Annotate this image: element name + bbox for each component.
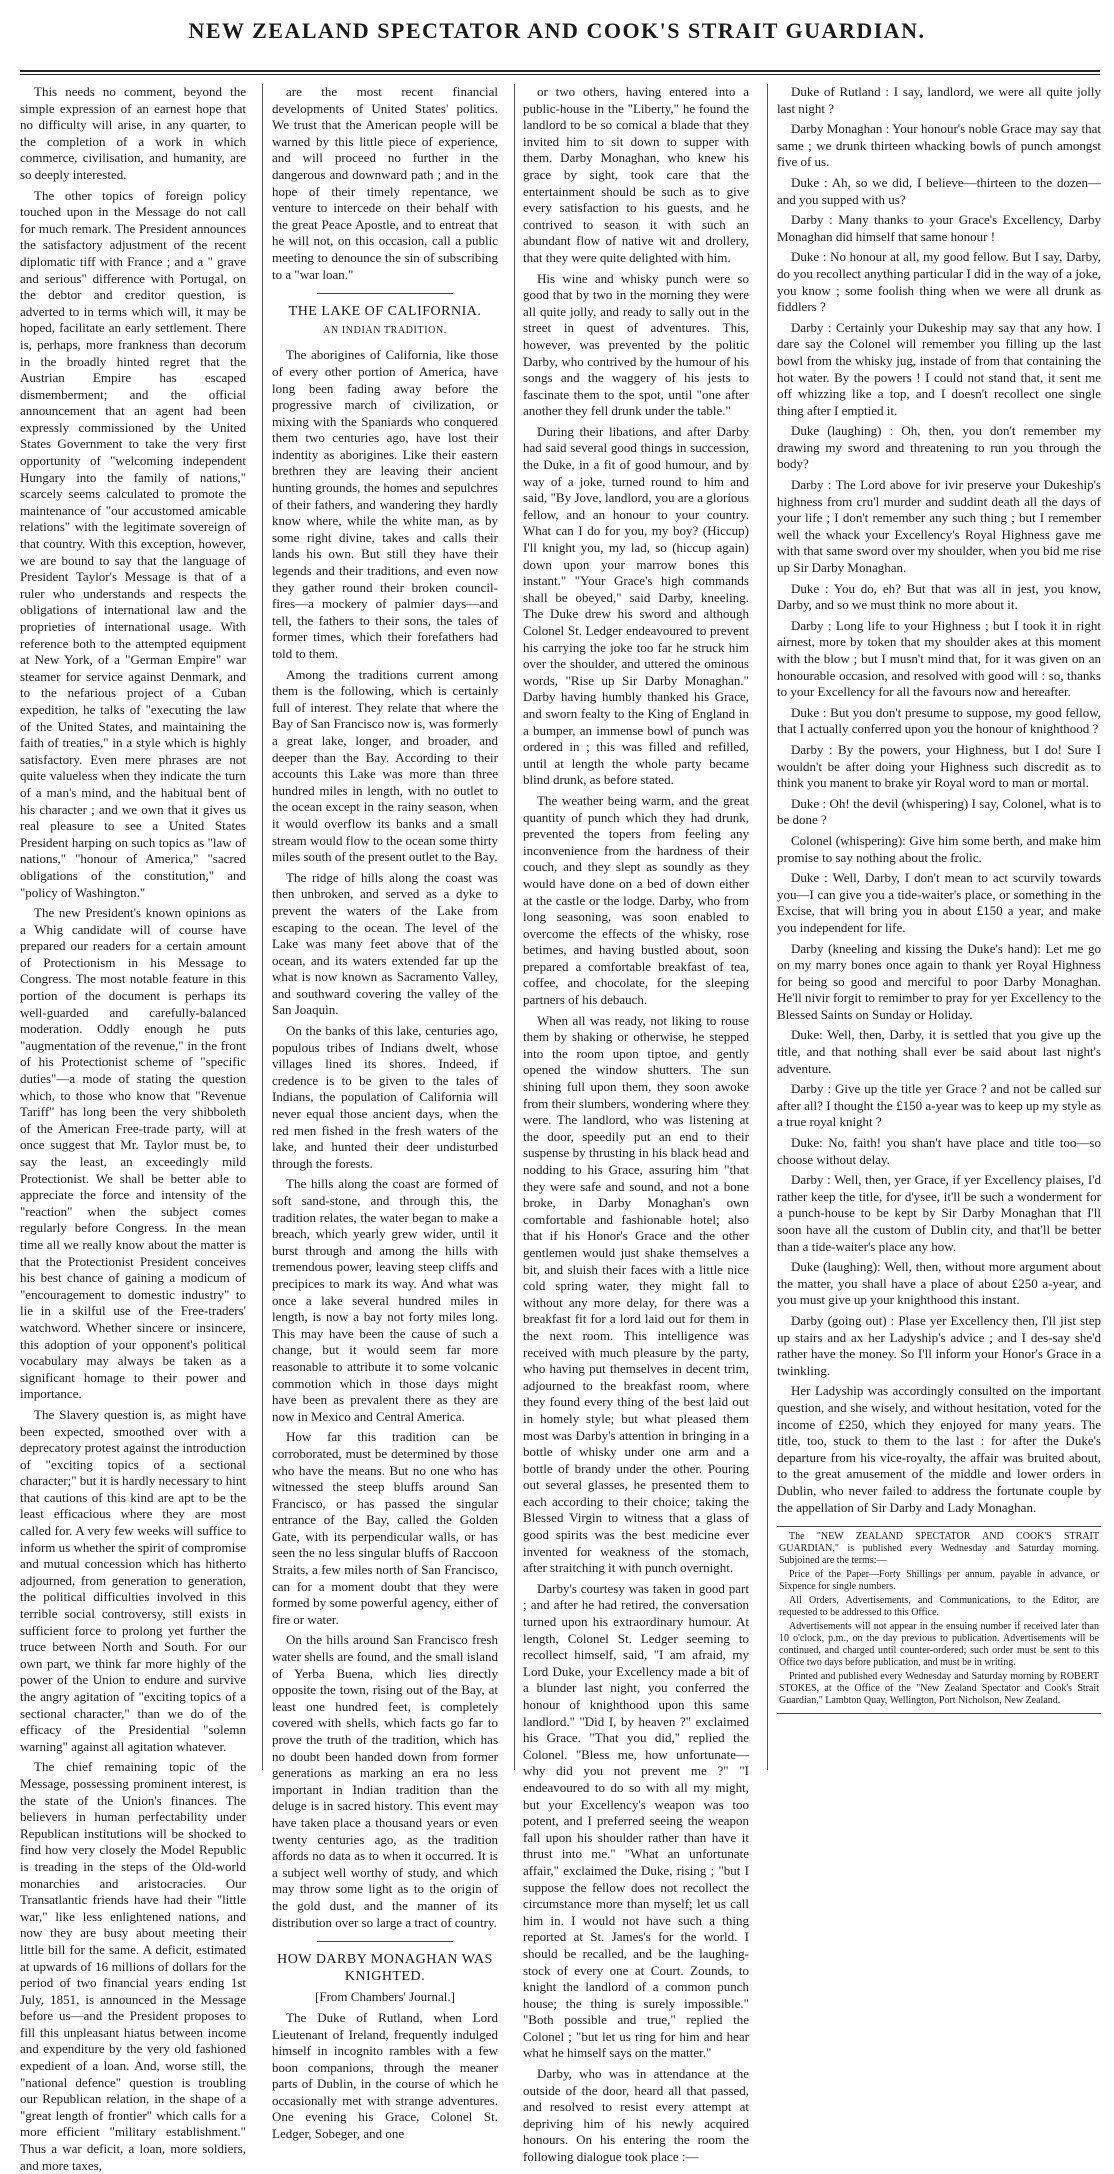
dialogue-paragraph: Darby (kneeling and kissing the Duke's hand): Let me go on my marry bones once again to thank yer Royal Highness for being so good and merciful to poor Darby Monaghan. He'll nivir forgit to remimber to pray for yer Excellency to the Blessed Saints on Sunday or Holiday. xyxy=(777,940,1101,1022)
article-paragraph: When all was ready, not liking to rouse them by shaking or otherwise, he stepped into the room upon tiptoe, and gently opened the window shutters. The sun shining full upon them, they soon awoke from their slumbers, wondering where they were. The landlord, who was listening at the door, speedily put an end to their suspense by thrusting in his black head and nodding to his Grace, assuring him "that they were safe and sound, and not a bone broke, in Darby Monaghan's own comfortable and fashionable hotel; also that if his Honor's Grace and the other gentlemen would just shake themselves a bit, and sluish their faces with a little nice cold spring water, they might fall to without any more delay, for there was a breakfast fit for a lord laid out for them in the next room. This intelligence was received with much pleasure by the party, who having put themselves in decent trim, adjourned to the breakfast room, where they found every thing of the best laid out in homely style; but what pleased them most was Darby's attention in bringing in a bottle of whisky under one arm and a bottle of brandy under the other. Pouring out several glasses, he presented them to each according to their choice; taking the Blessed Virgin to witness that a glass of good spirits was the best medicine ever invented for weakness of the stomach, after straitching it with punch overnight. xyxy=(523,1012,749,1576)
colophon-line: All Orders, Advertisements, and Communications, to the Editor, are requested to be addressed to this Office. xyxy=(779,1595,1099,1619)
dialogue-paragraph: Her Ladyship was accordingly consulted on the important question, and she wisely, and without hesitation, voted for the income of £250, which they enjoyed for many years. The title, too, stuck to them to the last : for after the Duke's departure from his vice-royalty, the affair was bruited about, to the great amusement of the middle and lower orders in Dublin, who never failed to address the fortunate couple by the appellation of Sir Darby and Lady Monaghan. xyxy=(777,1383,1101,1515)
dialogue-paragraph: Darby : The Lord above for ivir preserve your Dukeship's highness from cru'l murder and suddint death all the days of your life ; I don't remember any such thing ; but I remember well the whack your Excellency's Royal Highness gave me with that same sword over my shoulder, when you bid me rise up Sir Darby Monaghan. xyxy=(777,477,1101,576)
column-rule xyxy=(767,84,768,1770)
dialogue-paragraph: Duke of Rutland : I say, landlord, we were all quite jolly last night ? xyxy=(777,84,1101,116)
dialogue-paragraph: Duke (laughing) : Oh, then, you don't remember my drawing my sword and threatening to run you through the body? xyxy=(777,423,1101,472)
article-paragraph: The Slavery question is, as might have been expected, smoothed over with a deprecatory protest against the introduction of "exciting topics of a sectional character;" but it is hardly necessary to hint that cautions of this kind are apt to be the least efficacious where they are most called for. A very few weeks will suffice to inform us whether the spirit of compromise and mutual concession which has hitherto adjourned, from generation to generation, the political difficulties involved in this terrible social controversy, still exists in sufficient force to prolong yet further the truce between North and South. For our own part, we think far more highly of the power of the Union to endure and survive the angry agitation of "exciting topics of a sectional character," than we do of the efficacy of the Presidential "solemn warning" against all agitation whatever. xyxy=(20,1406,247,1754)
article-paragraph: The aborigines of California, like those of every other portion of America, have long been fading away before the progressive march of civilization, or mixing with the Spaniards who conquered them two centuries ago, have lost their indentity as aborigines. Like their eastern brethren they are leaving their ancient hunting grounds, the homes and sepulchres of their fathers, and wandering they hardly know where, while the white man, as by some right divine, takes and calls their lands his own. But still they have their legends and their traditions, and even now they gather round their broken council-fires—a mockery of palmier days—and tell, the fathers to their sons, the tales of former times, which their forefathers had told to them. xyxy=(272,347,498,661)
article-paragraph: Darby, who was in attendance at the outside of the door, heard all that passed, and resolved to resist every attempt at depriving him of his newly acquired honours. On his entering the room the following dialogue took place :— xyxy=(523,2066,749,2165)
article-paragraph: On the banks of this lake, centuries ago, populous tribes of Indians dwelt, whose villages lined its shores. Indeed, if credence is to be given to the tales of Indians, the population of California will never equal those ancient days, when the red men fished in the fresh waters of the lake, and hunted their deer undisturbed through the forests. xyxy=(272,1023,498,1171)
article-paragraph: The weather being warm, and the great quantity of punch which they had drunk, prevented the topers from feeling any inconvenience from the hardness of their couch, and they slept as soundly as they would have done on a bed of down either at the castle or the lodge. Darby, who from long seasoning, was soon enabled to overcome the effects of the whisky, rose betimes, and having bustled about, soon prepared a comfortable breakfast of tea, coffee, and chocolate, for the sleeping partners of his debauch. xyxy=(523,792,749,1008)
colophon xyxy=(777,1526,1101,1714)
dialogue-paragraph: Darby (going out) : Plase yer Excellency then, I'll jist step up stairs and ax her Ladyship's advice ; and I des-say she'd rather have the money. So I'll inform your Honor's Grace in a twinkling. xyxy=(777,1312,1101,1378)
article-paragraph: or two others, having entered into a public-house in the "Liberty," he found the landlord to be so comical a blade that they invited him to sit down to supper with them. Darby Monaghan, who knew his grace by sight, took care that the entertainment should be such as to give every satisfaction to his guests, and he contrived to season it with such an abundant flow of native wit and drollery, that they were quite delighted with him. xyxy=(523,84,749,265)
colophon-line: Advertisements will not appear in the ensuing number if received later than 10 o'clock, p.m., on the day previous to publication. Advertisements will be continued, and charged until counter-ordered; such order must be sent to this Office two days before publication, and must be in writing. xyxy=(779,1621,1099,1669)
dialogue-paragraph: Darby Monaghan : Your honour's noble Grace may say that same ; we drunk thirteen whacking bowls of punch amongst five of us. xyxy=(777,121,1101,170)
dialogue-paragraph: Darby : Many thanks to your Grace's Excellency, Darby Monaghan did himself that same honour ! xyxy=(777,212,1101,244)
masthead-rule-thin xyxy=(20,74,1100,75)
article-paragraph: The ridge of hills along the coast was then unbroken, and served as a dyke to prevent the waters of the Lake from escaping to the ocean. The level of the Lake was many feet above that of the ocean, and its waters extended far up the what is now known as Sacramento Valley, and southward covering the valley of the San Joaquin. xyxy=(272,869,498,1018)
dialogue-paragraph: Duke : No honour at all, my good fellow. But I say, Darby, do you recollect anything particular I did in the way of a joke, you know ; some foolish thing when we were all drunk as fiddlers ? xyxy=(777,249,1101,315)
column-rule xyxy=(514,84,515,1770)
dialogue-paragraph: Darby : By the powers, your Highness, but I do! Sure I wouldn't be after doing your Highness such discredit as to think you manent to brake yir Royal word to man or mortal. xyxy=(777,741,1101,791)
article-paragraph: During their libations, and after Darby had said several good things in succession, the Duke, in a fit of good humour, and by way of a joke, turned round to him and said, "By Jove, landlord, you are a glorious fellow, and an honour to your country. What can I do for you, my boy? (Hiccup) I'll knight you, my lad, so (hiccup again) down upon your marrow bones this instant." "Your Grace's high commands shall be obeyed," said Darby, kneeling. The Duke drew his sword and although Colonel St. Ledger endeavoured to prevent his carrying the joke too far he struck him over the shoulder, and uttered the ominous words, "Rise up Sir Darby Monaghan." Darby having humbly thanked his Grace, and sworn fealty to the King of England in a bumper, an immense bowl of punch was ordered in ; this was filled and refilled, until at length the whole party became blind drunk, as before stated. xyxy=(523,423,749,788)
article-source: [From Chambers' Journal.] xyxy=(315,1989,455,2005)
section-title: THE LAKE OF CALIFORNIA. xyxy=(288,304,482,320)
dialogue-paragraph: Darby : Long life to your Highness ; but I took it in right airnest, more by token that my shoulder akes at this moment with the blow ; but I musn't mind that, for it was given on an honourable occasion, and resolved with good will : so, thanks to your Excellency for all the favours now and hereafter. xyxy=(777,617,1101,700)
column-3 xyxy=(523,84,749,2165)
dialogue-paragraph: Duke : You do, eh? But that was all in jest, you know, Darby, and so we must think no more about it. xyxy=(777,580,1101,613)
article-paragraph: The hills along the coast are formed of soft sand-stone, and through this, the tradition relates, the water began to make a breach, which yearly grew wider, until it burst through and among the hills with tremendous power, leaving steep cliffs and precipices to mark its way. And what was once a lake several hundred miles in length, is now a bay not forty miles long. This may have been the cause of such a change, but it would seem far more reasonable to attribute it to some volcanic commotion which in those days might have been as prevalent there as they are now in Mexico and Central America. xyxy=(272,1176,498,1424)
column-4 xyxy=(777,84,1101,1770)
colophon-line: Printed and published every Wednesday and Saturday morning by ROBERT STOKES, at the Office of the "New Zealand Spectator and Cook's Strait Guardian," Lambton Quay, Wellington, Port Nicholson, New Zealand. xyxy=(779,1671,1099,1707)
article-paragraph: Darby's courtesy was taken in good part ; and after he had retired, the conversation turned upon his extraordinary humour. At length, Colonel St. Ledger seeming to recollect himself, said, "I am afraid, my Lord Duke, your Excellency made a bit of a blunder last night, you conferred the honour of knighthood upon this same landlord." "Did I, by heaven ?" exclaimed his Grace. "That you did," replied the Colonel. "Bless me, how unfortunate—why did you not prevent me ?" "I endeavoured to do so with all my might, but your Excellency's weapon was too potent, and I preferred seeing the weapon fall upon his shoulder rather than have it thrust into me." "What an unfortunate affair," exclaimed the Duke, rising ; "but I suppose the fellow does not recollect the circumstance more than myself; let us call him in. I would not have such a thing reported at St. James's for the world. I should be recalled, and be the laughing-stock of every one at Court. Zounds, to knight the landlord of a common punch house; the thing is surely impossible." "Both possible and true," replied the Colonel ; "but let us ring for him and hear what he himself says on the matter." xyxy=(523,1580,749,2061)
section-divider xyxy=(317,293,453,294)
article-paragraph: Among the traditions current among them is the following, which is certainly full of interest. They relate that where the Bay of San Francisco now is, was formerly a great lake, longer, and broader, and deeper than the Bay. According to their accounts this Lake was more than three hundred miles in length, with no outlet to the ocean except in the rainy season, when it would overflow its banks and a small stream would flow to the ocean some thirty miles south of the present outlet to the Bay. xyxy=(272,666,498,865)
dialogue-paragraph: Duke : But you don't presume to suppose, my good fellow, that I actually conferred upon you the honour of knighthood ? xyxy=(777,704,1101,737)
article-paragraph: The Duke of Rutland, when Lord Lieutenant of Ireland, frequently indulged himself in incognito rambles with a few boon companions, through the meaner parts of Dublin, in the course of which he occasionally met with strange adventures. One evening his Grace, Colonel St. Ledger, Sobeger, and one xyxy=(272,2009,498,2142)
column-2 xyxy=(272,84,498,2142)
dialogue-paragraph: Duke : Well, Darby, I don't mean to act scurvily towards you—I can give you a tide-waiter's place, or something in the Excise, that will bring you in about £150 a year, and make you independent for life. xyxy=(777,870,1101,935)
article-paragraph: This needs no comment, beyond the simple expression of an earnest hope that no difficulty will arise, in any quarter, to the completion of a work in which commerce, civilisation, and humanity, are so deeply interested. xyxy=(20,84,246,182)
column-1 xyxy=(20,84,247,2173)
dialogue-paragraph: Darby : Give up the title yer Grace ? and not be called sur after all? I thought the £150 a-year was to keep up my style as a true royal knight ? xyxy=(777,1081,1101,1130)
article-paragraph: are the most recent financial developments of United States' politics. We trust that the American people will be warned by this little piece of experience, and will proceed no further in the dangerous and downward path ; and in the hope of their timely repentance, we venture to intercede on their behalf with the great Peace Apostle, and to entreat that he will not, on this occasion, call a public meeting to denounce the sin of subscribing to a "war loan." xyxy=(272,84,498,282)
article-paragraph: The new President's known opinions as a Whig candidate will of course have prepared our readers for a certain amount of Protectionism in his Message to Congress. The most notable feature in this portion of the document is perhaps its well-guarded and carefully-balanced moderation. Oddly enough he puts "augmentation of the revenue," in the front of his Protectionist scheme of "specific duties"—a mode of stating the question which, to those who know that "Revenue Tariff" has long been the very shibboleth of the American Free-trade party, will at once suggest that Mr. Taylor must be, to say the least, an exceedingly mild Protectionist. We shall be better able to appreciate the force and intensity of the "reaction" when the subject comes regularly before Congress. In the mean time all we really know about the matter is that the Protectionist President conceives his best chance of gaining a modicum of "encouragement to domestic industry" to lie in a skilful use of the Free-traders' watchword. Whether sincere or insincere, this adoption of your opponent's political vocabulary may always be taken as a significant homage to their power and importance. xyxy=(20,905,246,1402)
article-paragraph: The chief remaining topic of the Message, possessing prominent interest, is the state of the Union's finances. The believers in human perfectability under Republican institutions will be shocked to find how very closely the Model Republic is treading in the steps of the Old-world monarchies and aristocracies. Our Transatlantic friends have had their "little war," like less enlightened nations, and now they are busy about meeting their little bill for the same. A deficit, estimated at upwards of 16 millions of dollars for the period of two financial years ending 1st July, 1851, is announced in the Message before us—and the President proposes to fill this unpleasant hiatus between income and expenditure by the very old fashioned expedient of a loan. And, worse still, the "national defence" question is troubling our Republican relation, in the shape of a "great length of frontier" which calls for a more efficient "military establishment." Thus a war deficit, a loan, more soldiers, and more taxes, xyxy=(20,1759,246,2173)
section-subtitle: AN INDIAN TRADITION. xyxy=(323,324,447,336)
article-paragraph: The other topics of foreign policy touched upon in the Message do not call for much remark. The President announces the satisfactory adjustment of the recent diplomatic tiff with France ; and a " grave and serious" difference with Portugal, on the debtor and creditor question, is adverted to in terms which will, it may be hoped, facilitate an early settlement. There is, perhaps, more frankness than decorum in the broadly hinted regret that the Austrian Empire has escaped dismemberment; and the official announcement that an agent had been expressly commissioned by the United States Government to take the very first opportunity of "welcoming independent Hungary into the family of nations," scarcely seems calculated to promote the maintenance of "our accustomed amicable relations" with the legitimate sovereign of that country. With this exception, however, we are bound to say that the language of President Taylor's Message is that of a ruler who understands and respects the obligations of international law and the proprieties of international usage. With reference both to the attempted equipment at New York, of a "German Empire" war steamer for service against Denmark, and to the nefarious project of a Cuban expedition, he talks of "executing the law of the United States, and maintaining the faith of treaties," in a style which is highly satisfactory. Even mere phrases are not quite valueless when they indicate the turn of a man's mind, and the habitual bent of his character ; and we own that it gives us real pleasure to see a United States President harping on such topics as "law of nations," "honour of America," "sacred obligations of the constitution," and "policy of Washington." xyxy=(20,187,246,900)
section-divider xyxy=(317,1941,453,1942)
article-paragraph: How far this tradition can be corroborated, must be determined by those who have the means. But no one who has witnessed the steep bluffs around San Francisco, or has passed the singular entrance of the Bay, called the Golden Gate, with its perpendicular walls, or has seen the no less singular bluffs of Raccoon Straits, a few miles north of San Francisco, can for a moment doubt that they were formed by some powerful agency, either of fire or water. xyxy=(272,1429,498,1627)
column-rule xyxy=(262,84,263,1770)
masthead: NEW ZEALAND SPECTATOR AND COOK'S STRAIT GUARDIAN. xyxy=(188,18,926,43)
colophon-line: The "NEW ZEALAND SPECTATOR AND COOK'S STRAIT GUARDIAN," is published every Wednesday and Saturday morning. Subjoined are the terms:— xyxy=(779,1531,1099,1567)
colophon-line: Price of the Paper—Forty Shillings per annum, payable in advance, or Sixpence for single numbers. xyxy=(779,1569,1099,1593)
dialogue-paragraph: Colonel (whispering): Give him some berth, and make him promise to say nothing about the frolic. xyxy=(777,832,1101,865)
dialogue-paragraph: Darby : Well, then, yer Grace, if yer Excellency plaises, I'd rather keep the title, for d'ysee, it'll be such a wonderment for a punch-house to be kept by Sir Darby Monaghan that I'll soon have all the custom of Dublin city, and that'll be better than a tide-waiter's place any how. xyxy=(777,1172,1101,1254)
dialogue-paragraph: Duke: No, faith! you shan't have place and title too—so choose without delay. xyxy=(777,1135,1101,1167)
article-paragraph: On the hills around San Francisco fresh water shells are found, and the small island of Yerba Buena, which lies directly opposite the town, rising out of the Bay, at least one hundred feet, is completely covered with shells, which facts go far to prove the truth of the tradition, which has no doubt been handed down from former generations as marking an era no less important in Indian tradition than the deluge is in sacred history. This event may have taken place a thousand years or even twenty centuries ago, as the tradition affords no data as to when it occurred. It is a subject well worthy of study, and which may throw some light as to the origin of the gold dust, and the manner of its distribution over so large a tract of country. xyxy=(272,1632,498,1930)
dialogue-paragraph: Duke (laughing): Well, then, without more argument about the matter, you shall have a place of about £250 a-year, and you must give up your knighthood this instant. xyxy=(777,1259,1101,1308)
dialogue-paragraph: Duke : Oh! the devil (whispering) I say, Colonel, what is to be done ? xyxy=(777,795,1101,828)
dialogue-paragraph: Duke : Ah, so we did, I believe—thirteen to the dozen—and you supped with us? xyxy=(777,174,1101,207)
article-paragraph: His wine and whisky punch were so good that by two in the morning they were all quite jolly, and ready to sally out in the street in quest of adventures. This, however, was prevented by the politic Darby, who contrived by the humour of his songs and the waggery of his jests to fascinate them to the spot, until "one after another they fell drunk under the table." xyxy=(523,270,749,419)
masthead-rule xyxy=(20,70,1100,72)
section-title: HOW DARBY MONAGHAN WAS KNIGHTED. xyxy=(277,1952,493,1984)
dialogue-paragraph: Darby : Certainly your Dukeship may say that any how. I dare say the Colonel will remember you filling up the last bowl from the whisky jug, instade of from that containing the hot water. By the powers ! I could not stand that, it sent me off whizzing like a top, and I doesn't recollect one single thing after I emptied it. xyxy=(777,319,1101,418)
dialogue-paragraph: Duke: Well, then, Darby, it is settled that you give up the title, and that nothing shall ever be said about last night's adventure. xyxy=(777,1027,1101,1076)
